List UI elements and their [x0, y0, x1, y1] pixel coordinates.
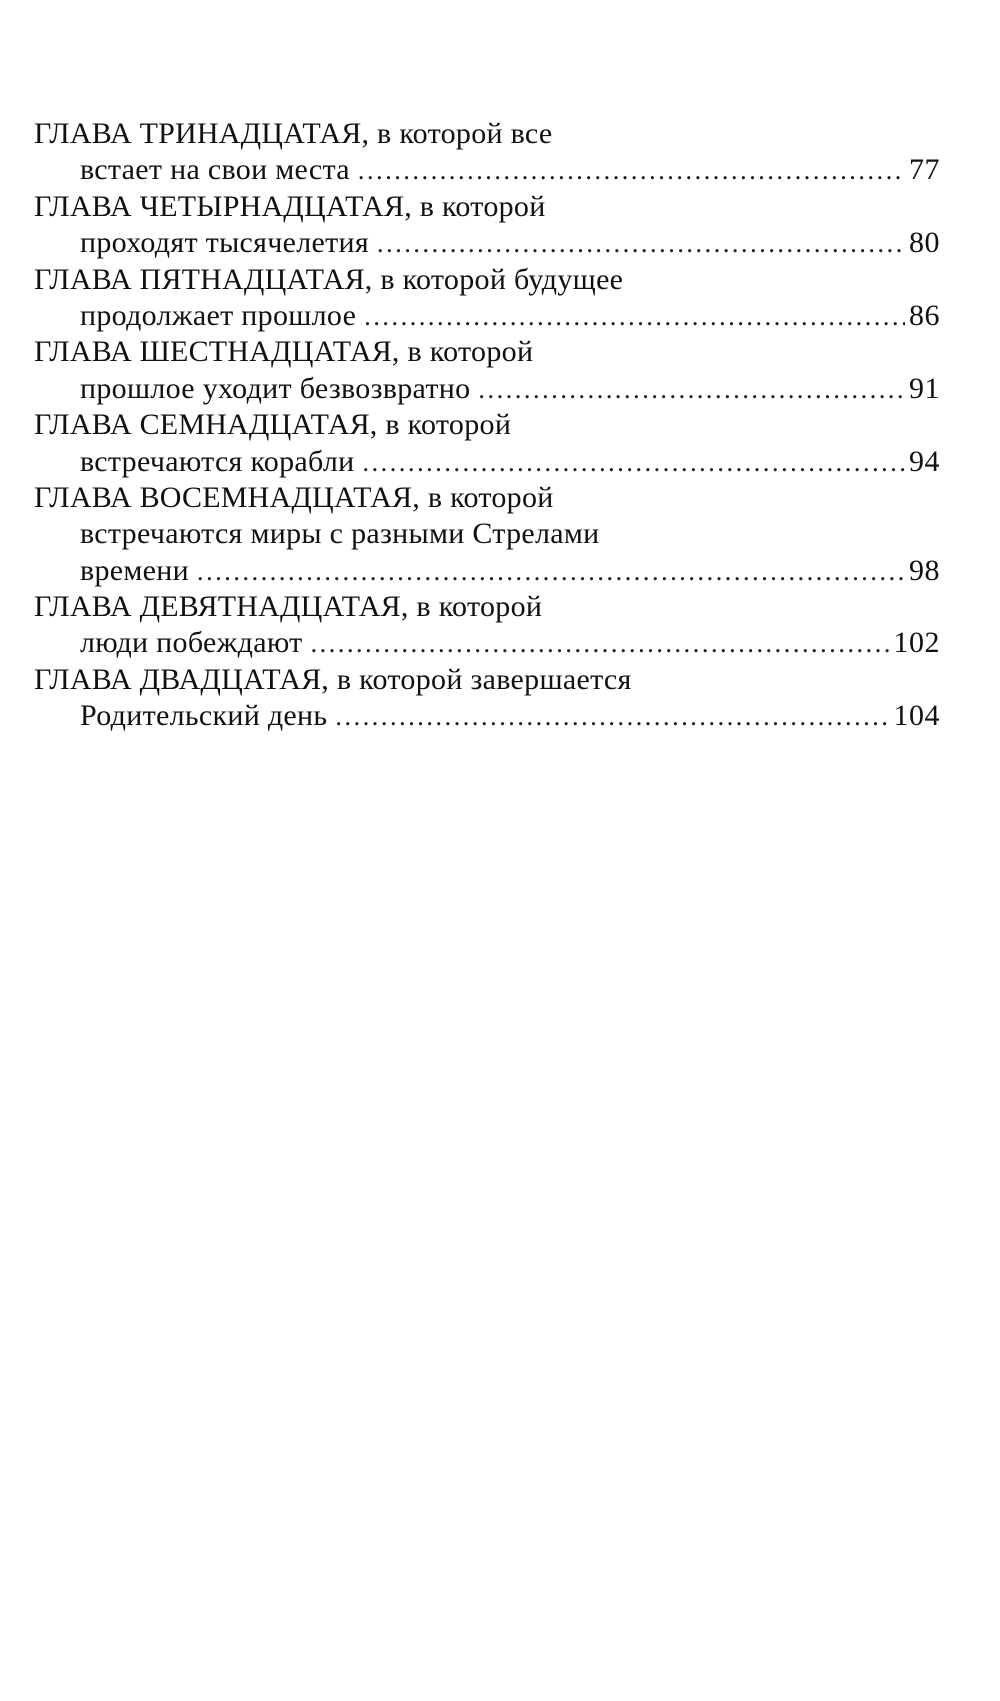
dot-leader: [377, 226, 905, 262]
toc-entry-first-line: [34, 189, 940, 225]
chapter-heading: ГЛАВА ВОСЕМНАДЦАТАЯ: [34, 480, 413, 514]
chapter-subtitle-start: , в которой завершается: [321, 662, 632, 696]
dot-leader: [197, 554, 905, 590]
toc-entry[interactable]: [34, 189, 940, 262]
toc-entry-last-line: [34, 625, 940, 661]
chapter-heading: ГЛАВА ТРИНАДЦАТАЯ: [34, 117, 362, 150]
chapter-subtitle-start: , в которой: [391, 335, 534, 369]
page-number: 91: [909, 371, 940, 405]
chapter-subtitle-start: , в которой все: [361, 117, 553, 150]
chapter-subtitle-end: встает на свои места: [80, 153, 350, 187]
chapter-heading: ГЛАВА ЧЕТЫРНАДЦАТАЯ: [34, 189, 405, 223]
chapter-subtitle-start: , в которой: [404, 189, 546, 223]
dot-leader: [478, 372, 905, 408]
chapter-subtitle-start: , в которой будущее: [364, 262, 624, 296]
toc-entry-first-line: [34, 262, 940, 298]
toc-entry-last-line: [34, 371, 940, 407]
dot-leader: [311, 626, 890, 662]
chapter-subtitle-end: Родительский день: [80, 699, 328, 733]
toc-entry[interactable]: [34, 662, 940, 735]
dot-leader: [364, 299, 905, 335]
chapter-subtitle-end: проходят тысячелетия: [80, 226, 370, 260]
toc-entry[interactable]: [34, 334, 940, 407]
toc-entry-last-line: [34, 225, 940, 261]
dot-leader: [362, 445, 905, 481]
toc-entry-last-line: [34, 152, 940, 188]
chapter-subtitle-start: , в которой: [369, 408, 512, 442]
chapter-subtitle-end: люди побеждают: [80, 626, 303, 660]
chapter-heading: ГЛАВА ДВАДЦАТАЯ: [34, 662, 322, 696]
toc-entry-first-line: [34, 480, 940, 516]
toc-entry[interactable]: [34, 407, 940, 480]
toc-entry-last-line: [34, 698, 940, 734]
toc-entry-first-line: [34, 334, 940, 370]
toc-entry-first-line: [34, 116, 940, 152]
page-number: 104: [893, 699, 940, 733]
chapter-subtitle-start: , в которой: [400, 590, 543, 624]
toc-entry-first-line: [34, 407, 940, 443]
dot-leader: [335, 699, 889, 735]
page-number: 77: [909, 153, 940, 187]
table-of-contents: [34, 116, 940, 735]
chapter-subtitle-end: времени: [80, 553, 189, 587]
chapter-heading: ГЛАВА ДЕВЯТНАДЦАТАЯ: [34, 590, 401, 624]
toc-entry[interactable]: [34, 480, 940, 589]
toc-entry-first-line: [34, 589, 940, 625]
toc-entry-last-line: [34, 298, 940, 334]
toc-entry-last-line: [34, 553, 940, 589]
chapter-subtitle-end: встречаются корабли: [80, 444, 355, 478]
chapter-subtitle-end: продолжает прошлое: [80, 298, 357, 332]
chapter-subtitle-middle: встречаются миры с разными Стрелами: [80, 517, 600, 551]
chapter-heading: ГЛАВА ШЕСТНАДЦАТАЯ: [34, 335, 392, 369]
page-number: 94: [909, 444, 940, 478]
page-number: 86: [909, 298, 940, 332]
page-number: 102: [893, 626, 940, 660]
dot-leader: [358, 153, 905, 189]
chapter-subtitle-end: прошлое уходит безвозвратно: [80, 371, 471, 405]
chapter-heading: ГЛАВА СЕМНАДЦАТАЯ: [34, 408, 370, 442]
toc-entry-last-line: [34, 444, 940, 480]
page-number: 98: [909, 553, 940, 587]
chapter-subtitle-start: , в которой: [412, 480, 554, 514]
toc-entry[interactable]: [34, 262, 940, 335]
toc-entry-first-line: [34, 662, 940, 698]
toc-entry[interactable]: [34, 116, 940, 189]
toc-entry[interactable]: [34, 589, 940, 662]
page-number: 80: [909, 226, 940, 260]
chapter-heading: ГЛАВА ПЯТНАДЦАТАЯ: [34, 262, 365, 296]
